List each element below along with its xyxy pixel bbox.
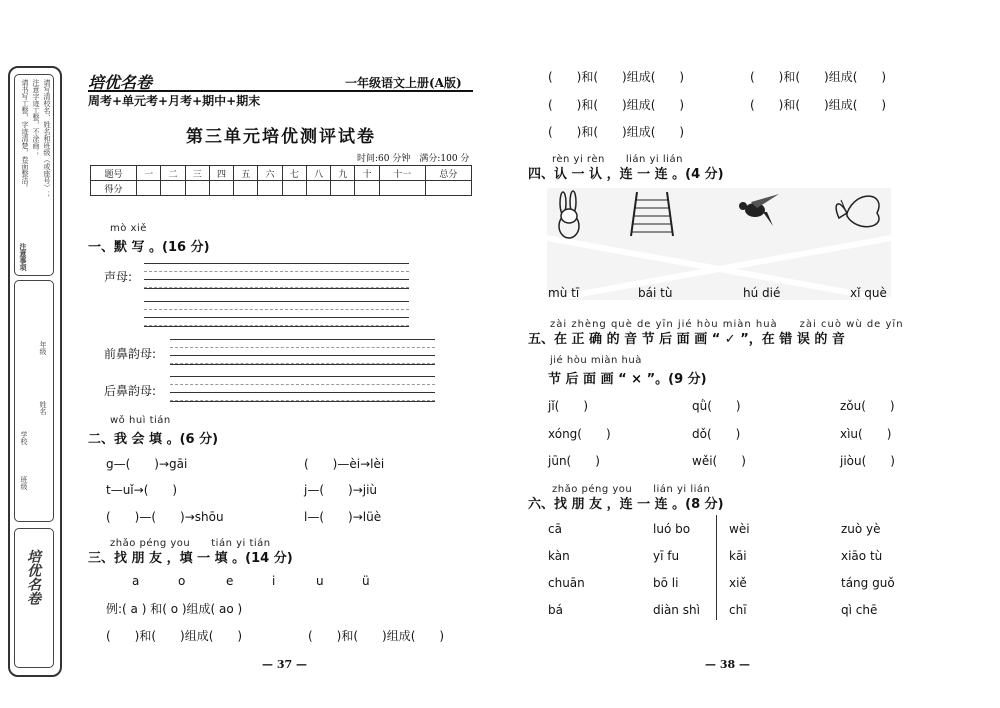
time-score: 时间:60 分钟 满分:100 分 — [357, 154, 470, 164]
q4-heading: 四、认 一 认 ，连 一 连 。(4 分) — [528, 167, 724, 182]
note-1: 请写清校名、姓名和班级（或座号）； — [43, 79, 51, 198]
q6-word: táng guǒ — [841, 576, 895, 590]
score-header-cell: 总分 — [425, 166, 471, 181]
page-number-right: — 38 — — [705, 658, 750, 671]
q2-item: j—( )→jiù — [304, 483, 378, 497]
name-label: 姓名 — [39, 401, 47, 415]
q3-fill: ( )和( )组成( ) — [750, 98, 887, 112]
score-header-cell: 十 — [355, 166, 379, 181]
note-2: 注意字迹工整，不涂画； — [32, 79, 40, 156]
q3-letter: u — [316, 574, 324, 588]
score-header-cell: 四 — [209, 166, 233, 181]
q3-heading: 三、找 朋 友 ，填 一 填 。(14 分) — [88, 551, 293, 566]
q6-word: xiāo tù — [841, 549, 883, 563]
score-header-cell: 十一 — [379, 166, 425, 181]
student-info-box — [14, 280, 54, 522]
q3-letter: e — [226, 574, 234, 588]
q6-word: chī — [729, 603, 747, 617]
score-table-score-row — [91, 181, 472, 196]
q2-pinyin: wǒ huì tián — [110, 415, 171, 426]
note-3: 请书写工整，字迹清楚，卷面整洁。 — [21, 79, 29, 191]
notes-warning: 注意事项 — [19, 243, 27, 271]
score-header-cell: 八 — [306, 166, 330, 181]
q3-fill: ( )和( )组成( ) — [308, 629, 445, 643]
q2-item: ( )—( )→shōu — [106, 510, 224, 524]
score-cell[interactable] — [258, 181, 282, 196]
q5-item: xìu( ) — [840, 427, 892, 441]
q3-example: 例:( a ) 和( o )组成( ao ) — [106, 602, 243, 616]
score-cell[interactable] — [209, 181, 233, 196]
q5-item: jiòu( ) — [840, 454, 895, 468]
page-number-left: — 37 — — [262, 658, 307, 671]
q1-label-back-nasal: 后鼻韵母: — [104, 384, 157, 398]
score-table-header-row — [91, 166, 472, 181]
score-header-cell: 题号 — [91, 166, 137, 181]
q6-word: diàn shì — [653, 603, 700, 617]
writing-lines-4 — [170, 376, 435, 402]
q4-word: xǐ què — [850, 286, 887, 300]
q6-word: bō li — [653, 576, 679, 590]
q6-word: xiě — [729, 576, 747, 590]
q1-label-front-nasal: 前鼻韵母: — [104, 347, 157, 361]
logo: 培优名卷 — [88, 73, 153, 92]
q5-pinyin-2: jié hòu miàn huà — [550, 355, 642, 366]
q2-item: t—uǐ→( ) — [106, 483, 178, 497]
score-row-label: 得分 — [91, 181, 137, 196]
q5-heading-line2: 节 后 面 画 “ × ”。(9 分) — [548, 372, 707, 387]
q4-word: bái tù — [638, 286, 673, 300]
writing-lines-3 — [170, 339, 435, 365]
q6-word: zuò yè — [841, 522, 881, 536]
q6-word: yī fu — [653, 549, 680, 563]
q6-word: qì chē — [841, 603, 878, 617]
q5-item: jūn( ) — [548, 454, 600, 468]
score-header-cell: 七 — [282, 166, 306, 181]
score-header-cell: 九 — [331, 166, 355, 181]
q3-pinyin: zhǎo péng you tián yi tián — [110, 538, 271, 549]
q2-item: ( )—èi→lèi — [304, 457, 385, 471]
score-cell[interactable] — [355, 181, 379, 196]
q3-letter: a — [132, 574, 140, 588]
writing-lines-2 — [144, 301, 409, 327]
score-cell[interactable] — [282, 181, 306, 196]
q5-pinyin: zài zhèng què de yīn jié hòu miàn huà zài cuò wù de yīn — [550, 319, 904, 330]
q4-pinyin: rèn yi rèn lián yi lián — [552, 154, 683, 165]
strip-logo: 培优名卷 — [25, 549, 41, 605]
q4-word: mù tī — [548, 286, 580, 300]
q1-label-initials: 声母: — [104, 270, 133, 284]
score-cell[interactable] — [331, 181, 355, 196]
q6-word: wèi — [729, 522, 750, 536]
q6-divider — [716, 515, 717, 620]
q6-word: cā — [548, 522, 562, 536]
q5-item: dǒ( ) — [692, 427, 741, 441]
q2-heading: 二、我 会 填 。(6 分) — [88, 432, 219, 447]
q5-item: jǐ( ) — [548, 399, 589, 413]
q6-heading: 六、找 朋 友 ，连 一 连 。(8 分) — [528, 497, 724, 512]
score-cell[interactable] — [306, 181, 330, 196]
q3-letter: i — [272, 574, 276, 588]
q3-fill: ( )和( )组成( ) — [548, 70, 685, 84]
q6-word: kàn — [548, 549, 570, 563]
subtitle: 周考+单元考+月考+期中+期末 — [88, 94, 261, 108]
q5-item: zǒu( ) — [840, 399, 895, 413]
q4-picture-panel — [547, 188, 891, 300]
q3-fill: ( )和( )组成( ) — [548, 125, 685, 139]
q3-letter: o — [178, 574, 186, 588]
q1-pinyin: mò xiě — [110, 223, 147, 234]
q6-word: kāi — [729, 549, 747, 563]
q3-letter: ü — [362, 574, 370, 588]
q6-word: luó bo — [653, 522, 691, 536]
score-header-cell: 三 — [185, 166, 209, 181]
q3-fill: ( )和( )组成( ) — [548, 98, 685, 112]
school-label: 学校 — [20, 431, 28, 445]
q2-item: l—( )→lüè — [304, 510, 382, 524]
q4-word: hú dié — [743, 286, 781, 300]
score-header-cell: 二 — [161, 166, 185, 181]
score-header-cell: 六 — [258, 166, 282, 181]
writing-lines-1 — [144, 263, 409, 289]
score-cell[interactable] — [425, 181, 471, 196]
q6-pinyin: zhǎo péng you lián yi lián — [552, 484, 711, 495]
book-label: 一年级语文上册(A版) — [345, 76, 462, 90]
q5-item: xóng( ) — [548, 427, 611, 441]
score-cell[interactable] — [379, 181, 425, 196]
score-cell[interactable] — [234, 181, 258, 196]
strip-logo-box — [14, 528, 54, 668]
q5-item: wěi( ) — [692, 454, 746, 468]
binding-strip — [8, 66, 62, 677]
score-table — [90, 165, 472, 196]
score-header-cell: 一 — [137, 166, 161, 181]
q6-word: chuān — [548, 576, 585, 590]
q3-fill: ( )和( )组成( ) — [106, 629, 243, 643]
notes-box — [14, 74, 54, 276]
score-cell[interactable] — [185, 181, 209, 196]
score-cell[interactable] — [161, 181, 185, 196]
q2-item: g—( )→gāi — [106, 457, 188, 471]
class-label: 班级 — [20, 476, 28, 490]
q3-fill: ( )和( )组成( ) — [750, 70, 887, 84]
q6-word: bá — [548, 603, 563, 617]
grade-label: 年级 — [39, 341, 47, 355]
page-title: 第三单元培优测评试卷 — [186, 127, 376, 147]
score-cell[interactable] — [137, 181, 161, 196]
q1-heading: 一、默 写 。(16 分) — [88, 240, 210, 255]
q5-item: qǜ( ) — [692, 399, 741, 413]
q5-heading-line1: 五、在 正 确 的 音 节 后 面 画 “ ✓ ”，在 错 误 的 音 — [528, 332, 845, 347]
score-header-cell: 五 — [234, 166, 258, 181]
